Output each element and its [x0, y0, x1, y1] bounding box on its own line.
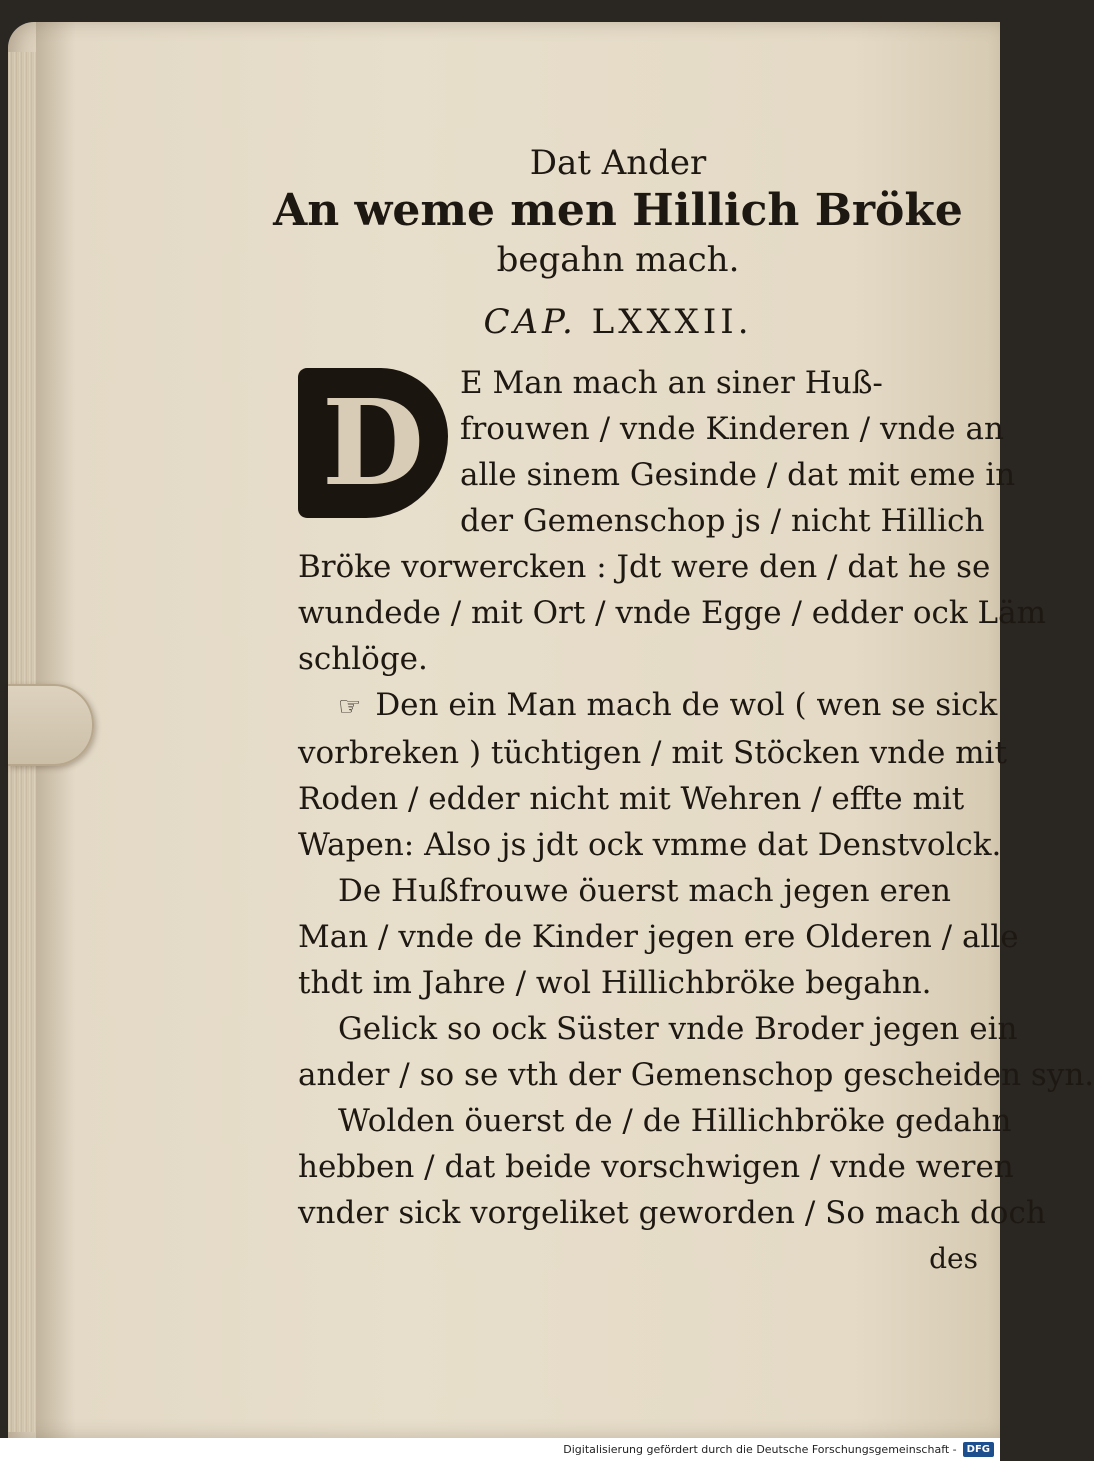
paragraph-4: [298, 1006, 1094, 1098]
text-line: frouwen / vnde Kinderen / vnde an: [460, 411, 1004, 447]
dfg-logo[interactable]: DFG: [963, 1442, 994, 1457]
chapter-number: LXXXII.: [591, 302, 753, 342]
footer-bar: [0, 1438, 1000, 1461]
chapter-prefix: CAP.: [483, 302, 577, 342]
pointing-hand-icon: ☞: [338, 692, 362, 722]
heading-line-3: begahn mach.: [496, 240, 740, 280]
paragraph-1-cont: [298, 544, 1046, 682]
text-line: thdt im Jahre / wol Hillichbröke begahn.: [298, 965, 932, 1001]
text-line: Roden / edder nicht mit Wehren / effte mit: [298, 781, 965, 817]
footer-text: Digitalisierung gefördert durch die Deutsche Forschungsgemeinschaft -: [563, 1443, 957, 1456]
text-line: der Gemenschop js / nicht Hillich: [460, 503, 985, 539]
text-span: Den ein Man mach de wol ( wen se sick: [375, 687, 998, 723]
text-line: Wolden öuerst de / de Hillichbröke gedahn: [338, 1103, 1012, 1139]
book-page: [8, 22, 1094, 1438]
page-clip-tab: [8, 684, 94, 766]
catchword: des: [929, 1242, 978, 1275]
text-line: Man / vnde de Kinder jegen ere Olderen / alle: [298, 919, 1019, 955]
text-line: [298, 682, 998, 730]
text-line: alle sinem Gesinde / dat mit eme in: [460, 457, 1016, 493]
text-line: vnder sick vorgeliket geworden / So mach doch: [298, 1195, 1046, 1231]
text-line: vorbreken ) tüchtigen / mit Stöcken vnde mit: [298, 735, 1007, 771]
text-line: Gelick so ock Süster vnde Broder jegen ein: [338, 1011, 1018, 1047]
paragraph-1: [298, 360, 1016, 544]
page-text: [273, 142, 1094, 1275]
text-line: De Hußfrouwe öuerst mach jegen eren: [338, 873, 951, 909]
heading-line-1: Dat Ander: [529, 143, 707, 183]
initial-letter: D: [321, 373, 425, 512]
text-line: Wapen: Also js jdt ock vmme dat Denstvolck.: [298, 827, 1002, 863]
text-line: ander / so se vth der Gemenschop gescheiden syn.: [298, 1057, 1094, 1093]
text-line: Bröke vorwercken : Jdt were den / dat he se: [298, 549, 991, 585]
text-line: schlöge.: [298, 641, 428, 677]
text-line: hebben / dat beide vorschwigen / vnde weren: [298, 1149, 1014, 1185]
heading-line-2: An weme men Hillich Bröke: [273, 185, 963, 236]
paragraph-2: [298, 682, 1007, 868]
paragraph-5: [298, 1098, 1046, 1236]
text-line: wundede / mit Ort / vnde Egge / edder ock Läm: [298, 595, 1046, 631]
text-line: E Man mach an siner Huß-: [460, 365, 883, 401]
chapter-heading: [258, 302, 978, 342]
paragraph-3: [298, 868, 1019, 1006]
